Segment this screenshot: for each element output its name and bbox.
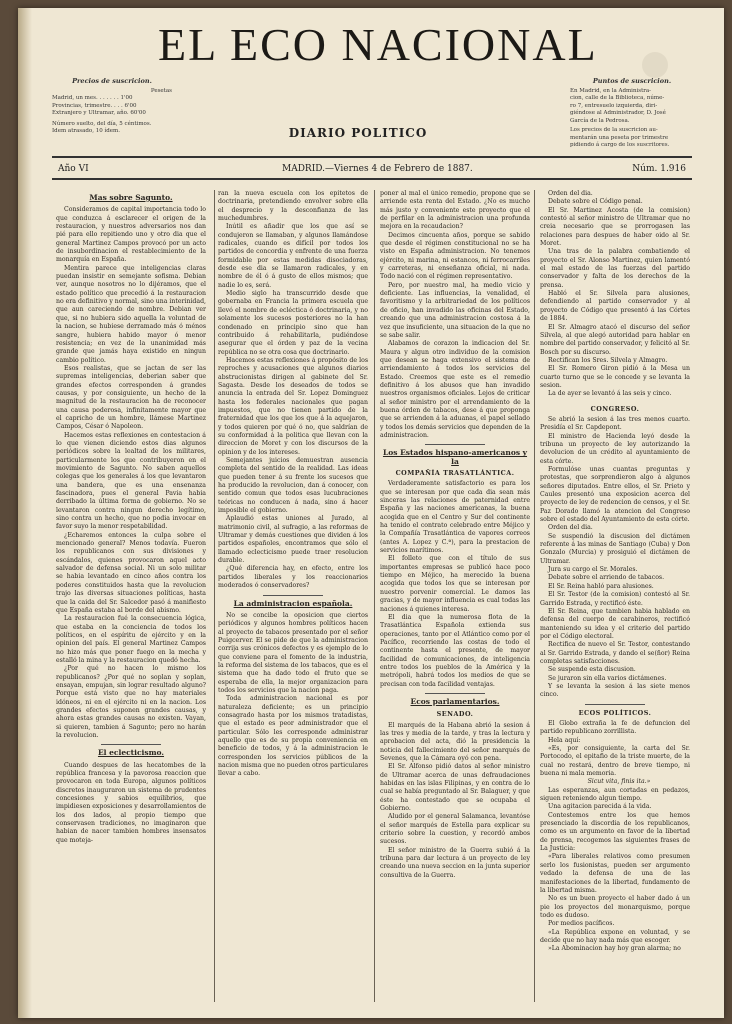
article-paragraph: Medio siglo ha transcurrido desde que gobernaba en Francia la primera escuela que llevó el nombre de ecléctica ó doctrinaria, y no solamente los sucesos posteriores no la han condenado en principio sino que han contribuido á rehabilitarla, pudiéndose asegurar que el órden y paz de la vecina república no se otra cosa que doctrinario. — [218, 290, 368, 356]
article-paragraph: Debate sobre el Código penal. — [548, 198, 643, 206]
article-paragraph: Esos realistas, que se jactan de ser las supremas inteligencias, deberian saber que grandes efectos corresponden á grandes causas, y por consiguiente, un hecho de la magnitud de la restauracion ha de reconocer una causa poderosa, infinitamente mayor que el capricho de un hombre, llámese Martinez Campos, César ó Napoleon. — [56, 364, 206, 431]
article-subheading: COMPAÑÍA TRASATLÁNTICA. — [395, 469, 515, 477]
article-paragraph: El Sr. Alfonso pidió datos al señor ministro de Ultramar acerca de unas defraudaciones habidas en las islas Filipinas, y en contra de lo cual se había preguntado al Sr. Balaguer, y que éste ha contestado que se ocupaba el Gobierno. — [380, 763, 530, 813]
article-paragraph: Las esperanzas, aun cortadas en pedazos, siguen reteniendo algun tiempo. — [540, 786, 690, 803]
subscription-left-line: Número suelto, del día, 5 céntimos. — [52, 120, 152, 127]
library-stamp — [642, 52, 668, 78]
subscription-right-line: En Madrid, en la Administra- — [570, 87, 652, 94]
article-paragraph: »La Abominacion hay hoy gran alarma; no — [548, 945, 681, 953]
article-paragraph: Hacemos estas reflexiones en contestacion á lo que vienen diciendo estos dias algunos periódicos sobre la lealtad de los militares, particularmente los que contribuyeron en el movimiento de Sagunto. No saben aquellos colegas que los generales á los que levantaron una bandera, que es una ensenanza fascinadora, pues el general Pavia habia derribado la última forma de gobierno. No se levantaron contra ningun derecho legítimo, sino contra un hecho, que no podia invocar en favor suyo la menor respetabilidad. — [56, 431, 206, 531]
article-paragraph: La restauracion fué la consecuencia lógica, que estaba en la conciencia de todos los políticos, en el espíritu de ejército y en la opinion del país. El general Martinez Campos no hizo más que poner fuego en la mecha y estalló la mina y la restauracion quedó hecha. — [56, 615, 206, 664]
article-paragraph: ¿Echaremos entonces la culpa sobre el mencionado general? Menos todavía. Fueron los republicanos con sus divisiones y escándalos, quienes provocaron aquel acto salvador de defensa social. Ni un solo militar se habia levantado en cinco años contra los poderes constituidos hasta que la revolucion trajo las diversas situaciones políticas, hasta que la caida del Sr. Salcedor pasó á manifiesto que España estaba al borde del abismo. — [56, 531, 206, 614]
newspaper-page — [18, 8, 724, 1018]
article-paragraph: El marqués de la Habana abrió la sesion á las tres y media de la tarde, y tras la lectura y aprobacion del acta, dió la presidencia la noticia del fallecimiento del señor marqués de Sevenes, que la Cámara oyó con pena. — [380, 721, 530, 762]
article-subheading: SENADO. — [436, 710, 474, 719]
subscription-right-line: giéndose al Administrador, D. José — [570, 110, 666, 116]
article-paragraph: El dia que la numerosa flota de la Trasatlántica Española extienda sus operaciones, tanto por el Atlántico como por el Pacífico, recorriendo las costas de todo el continente hasta el presente, de mayor facilidad de comunicaciones, de inteligencia entre todos los pueblos de la América y la metrópoli, habrá todos los medios de que se precisan con toda facilidad ventajas. — [380, 613, 530, 688]
article-divider — [101, 744, 161, 745]
article-paragraph: ran la nueva escuela con los epítetos de doctrinaria, pretendiendo envolver sobre ella el desprecio y la desconfianza de las muchedumbres. — [218, 190, 368, 223]
article-paragraph: Jura su cargo el Sr. Morales. — [548, 566, 638, 574]
issue-date: MADRID.—Viernes 4 de Febrero de 1887. — [282, 164, 473, 174]
article-paragraph: Formulóse unas cuantas preguntas y protestas, que sorprendieron algo á algunos señores diputados. Entre ellos, el Sr. Prieto y Caules presentó una exposicion acerca del proyecto de ley de redencion de censos, y el Sr. Paz Dorado llamó la atencion del Congreso sobre el estado del Ayuntamiento de esta córte. — [540, 466, 690, 524]
article-divider — [425, 444, 485, 445]
subscription-box-left — [52, 78, 172, 136]
article-paragraph: El folleto que con el título de sus importantes empresas se publicó hace poco tiempo en Méjico, ha merecido la buena acogida que todos los que se interesan por nuestro porvenir comercial. Le damos las gracias, y de mayor influencia es cual todas las naciones á quienes interesa. — [380, 555, 530, 613]
article-paragraph: ¿Por qué no hacen lo mismo los republicanos? ¿Por qué no soplan y soplan, ensayan, empujan, sin lograr resultado alguno? Porque está visto que no hay materiales idóneos, ni en el ejército ni en la nacion. Los grandes efectos suponen grandes causas, y ahora estas grandes causas no existen. Vayan, si quieren, tambien á Sagunto; pero no harán la revolucion. — [56, 665, 206, 739]
page-binding-shadow — [18, 8, 32, 1018]
article-paragraph: Toda administracion nacional es por naturaleza deficiente; es un principio consagrado hasta por los mismos tratadistas, que el estado es peor administrador que el particular. Sólo les corresponde administrar aquello que es de su propia conveniencia en beneficio de todos, y á la administracion le corresponden los servicios públicos de la nacion misma que no pueden otros particulares llevar a cabo. — [218, 695, 368, 778]
article-paragraph: Se suspendió la discusion del dictámen referente á las minas de Santiago (Cuba) y Don Gonzalo (Murcia) y prosiguió el dictámen de Ultramar. — [540, 532, 690, 565]
subscription-right-line: mentarán una peseta por trimestre — [570, 134, 669, 141]
article-paragraph: «La República expone en voluntad, y se decide que no hay nada más que escoger. — [540, 928, 690, 944]
subscription-box-right — [570, 78, 694, 150]
issue-number: Núm. 1.916 — [632, 164, 686, 174]
article-paragraph: El Sr. Testor (de la comision) contestó al Sr. Garrido Estrada, y rectificó éste. — [540, 591, 690, 607]
article-paragraph: Una agitacion parecida á la vida. — [548, 803, 652, 811]
subscription-right-heading: Puntos de suscricion. — [592, 77, 672, 85]
column-4 — [540, 190, 690, 1002]
header-rule-top — [52, 156, 692, 158]
article-paragraph: Aludido por el general Salamanca, levantóse el señor marqués de Estella para explicar su criterio sobre la cuestion, y recordó ambos sucesos. — [380, 813, 530, 846]
article-paragraph: poner al mal el único remedio, propone que se arriende esta renta del Estado. ¿No es mucho más justo y conveniente este proyecto que el de perfilar en la administracion una profunda mejora en la recaudacion? — [380, 190, 530, 231]
article-paragraph: Alabamos de corazon la indicacion del Sr. Maura y algun otro individuo de la comision que desean se haga extensivo el sistema de arriendamiento á todos los servicios del Estado. Creemos que este es el remedio definitivo á los abusos que han invadido nuestros organismos oficiales. Lejos de criticar al señor ministro por el arrendamiento de la buena órden de tabacos, dese á que proponga que se arrienden á la aduanas, el papel sellado y todos los demás servicios que dependen de la administracion. — [380, 340, 530, 439]
article-divider — [425, 693, 485, 694]
article-paragraph: Orden del dia. — [548, 524, 593, 532]
article-paragraph: Una tras de la palabra combatiendo el proyecto el Sr. Alonso Martinez, quien lamentó el mal estado de las fuerzas del partido conservador y falta de los derechos de la prensa. — [540, 248, 690, 289]
article-paragraph: Se abrió la sesion á las tres menos cuarto. Presidía el Sr. Capdepont. — [540, 415, 690, 432]
subscription-right-line: pidiendo á cargo de los suscritores. — [570, 142, 670, 148]
article-paragraph: Habló el Sr. Silvela para alusiones, defendiendo al partido conservador y al proyecto de Código que presentó á las Córtes de 1884. — [540, 290, 690, 323]
subscription-right-line: García de la Pedrosa. — [570, 117, 630, 124]
article-heading: Ecos parlamentarios. — [410, 696, 500, 706]
article-paragraph: El Sr. Martinez Acosta (de la comision) contestó al señor ministro de Ultramar que no creia necesario que se prorrogasen las relaciones para despues de haber oido al Sr. Moret. — [540, 206, 690, 248]
subscription-right-line: cion, calle de la Biblioteca, núme- — [570, 95, 665, 101]
article-paragraph: Orden del dia. — [548, 190, 593, 197]
subscription-left-line: Pesetas — [150, 87, 172, 94]
article-divider — [263, 595, 323, 596]
article-paragraph: Contestemos entre los que hemos presenciado la discordia de los republicanos, como es un argumento en favor de la libertad de prensa, recogemos las siguientes frases de La Justicia: — [540, 811, 690, 853]
subscription-left-line: Idem atrasado, 10 ídem. — [52, 128, 120, 134]
article-heading: El eclecticismo. — [97, 748, 165, 758]
newspaper-title: EL ECO NACIONAL — [158, 19, 598, 70]
subscription-left-heading: Precios de suscricion. — [72, 77, 152, 85]
article-paragraph: Hacemos estas reflexiones á propósito de los reproches y acusaciones que algunos diarios abstrucionistas dirigen al gabinete del Sr. Sagasta. Desde los deseados de todos se anuncia la entrada del Sr. Lopez Dominguez hasta los federales nacionales que pagan impuestos, que no tienen partido de la fraternidad que los que los que á la aquejaron, y todos quieren por qué ó no, que saldrían de su conformidad á la politica que llevan con la direccion de Moret y con los discursos de la opinion y de los intereses. — [218, 356, 368, 456]
article-paragraph: Sicut vita, finis ita.» — [587, 778, 651, 786]
subscription-right-line: ro 7, entresuelo izquierda, diri- — [570, 102, 658, 109]
article-heading: La administracion española. — [233, 598, 353, 608]
column-separator — [374, 190, 375, 1002]
subscription-left-line: Extranjero y Ultramar, año. 60'00 — [52, 110, 146, 116]
article-paragraph: Pero, por nuestro mal, ha medio vicio y deficiente. Las influencias, la venalidad, el favoritismo y la arbitrariedad de los políticos de oficio, han invadido las oficinas del Estado, creando que una administracion costosa á la vez que insuficiente, una situacion de la que no se sabe salir. — [380, 281, 530, 339]
article-paragraph: El Sr. Reina, que tambien habia hablado en defensa del cuerpo de carabineros, rectificó manteniendo su idea y el criterio del partido por el Código electoral. — [540, 607, 690, 640]
article-paragraph: El Sr. Reina habló para alusiones. — [548, 582, 654, 590]
subscription-right-line: Los precios de la suscricion au- — [570, 127, 658, 133]
article-paragraph: Consideramos de capital importancia todo lo que conduzca á esclarecer el origen de la restauracion, y nuestros adversarios nos dan pié para ello repitiendo uno y otro dia que el general Martinez Campos provocó por un acto de insubordinacion el restablecimiento de la monarquía en España. — [56, 206, 206, 264]
article-paragraph: No es un buen proyecto el haber dado á un pie los proyectos del monarquismo, porque todo es dudoso. — [540, 895, 690, 919]
column-3 — [380, 190, 530, 1002]
article-paragraph: Y se levanta la sesion á las siete menos cinco. — [540, 682, 690, 699]
article-paragraph: No se concibe la oposicion que ciertos periódicos y algunos hombres políticos hacen al proyecto de tabacos presentado por el señor Puigcerver. El se pide de que la administracion corrija sus crónicos defectos y es ejemplo de lo que conviene para el fomento de la industria, la reforma del sistema de los tabacos, que es el sistema que ha dado todo el fruto que se esperaba de ella, la mejor organizacion para todos los servicios que la nacion paga. — [218, 611, 368, 694]
subscription-left-line: Madrid, un mes. . . . . . . 1'00 — [52, 95, 133, 101]
section-heading: ECOS POLÍTICOS. — [578, 708, 652, 717]
article-paragraph: Hela aquí: — [548, 736, 581, 744]
article-paragraph: Por medios pacíficos. — [548, 920, 615, 928]
article-paragraph: Rectifican los Sres. Silvela y Almagro. — [548, 356, 668, 364]
article-paragraph: Se suspende esta discusion. — [548, 666, 636, 674]
newspaper-subtitle: DIARIO POLITICO — [288, 126, 428, 140]
article-paragraph: «Es, por consiguiente, la carta del Sr. Portocodo, el epitafio de la triste muerte, de la cual no restará, dentro de breve tiempo, ni buena ni mala memoria. — [540, 745, 690, 778]
article-paragraph: Verdaderamente satisfactorio es para los que se interesan por que cada dia sean más sinceras las relaciones de paternidad entre España y las naciones americanas, la buena acogida que en el Centro y Sur del continente ha tenido el contrato celebrado entre Méjico y la Compañía Trasatlántica de vapores correos (antes A. Lopez y C.ª), para la prestacion de servicios marítimos. — [380, 480, 530, 555]
article-paragraph: Se juraron sin ella varios dictámenes. — [548, 674, 667, 682]
article-paragraph: Debate sobre el arriendo de tabacos. — [548, 574, 665, 582]
article-paragraph: Semejantes juicios demuestran ausencia completa del sentido de la realidad. Las ideas que pueden tener á su frente los sucesos que ha producido la revolucion, dan á conocer, con sentido comun que todos esas lucubraciones teóricas no conducen á nada, sino á hacer imposible el gobierno. — [218, 457, 368, 515]
column-2 — [218, 190, 368, 1002]
subscription-left-line: Provincias, trimestre. . . . 6'00 — [52, 102, 137, 109]
column-separator — [214, 190, 215, 1002]
article-paragraph: Aplaudió estas uniones al Jurado, al matrimonio civil, al sufragio, a las reformas de Ultramar y demás cuestiones que dividen á los partidos españoles, encontramos que sólo el llamado eclecticismo puede traer resolucion durable. — [218, 515, 368, 565]
article-paragraph: El Sr. Romero Giron pidió á la Mesa un cuarto turno que se le concede y se levanta la sesion. — [540, 365, 690, 389]
article-paragraph: Inútil es añadir que los que así se condujeron se llamaban, y algunos llamándose radicales, cuando es difícil por todos los partidos de concordia y enfrente de una fuerza formidable por estas medidas disociadoras, desde ese dia se llamaron radicales, y en nombre de él ó á gusto de ellos mismos; que nadie lo es, será. — [218, 223, 368, 289]
article-paragraph: Rectifica de nuevo el Sr. Testor, contestando al Sr. Garrido Estrada, y dando el se(ñor) Reina completas satisfacciones. — [540, 641, 690, 665]
article-paragraph: Mentira parece que inteligencias claras puedan insistir en semejante sofisma. Debian ver, aunque nosotros no lo dijéramos, que el estado político que precedió á la restauracion no era definitivo y normal, sino una interinidad, que aun careciendo de nombre. Debian ver que, si no hubiera sido aquella la voluntad de la nacion, se hubiese derramado más ó ménos sangre, hubiera habido mayor ó menor resistencia; en vez de la unanimidad más grande que jamás haya existido en ningun cambio político. — [56, 264, 206, 364]
article-heading: Los Estados hispano-americanos y la — [382, 448, 528, 466]
article-paragraph: El Globo extraña la fe de defuncion del partido republicano zorrillista. — [540, 719, 690, 736]
article-paragraph: «Para liberales relativos como presumen serlo los fusionistas, pueden ser argumento vedado la defensa de una de las manifestaciones de la libertad, fundamento de la libertad misma. — [540, 853, 690, 894]
article-divider — [585, 704, 645, 705]
article-paragraph: Decimos cincuenta años, porque se sabido que desde el régimen constitucional no se ha visto en España administracion. No tenemos ejército, ni marina, ni estancos, ni ferrocarriles y carreteras, ni enseñanza oficial, ni nada. Todo nació con el régimen representativo. — [380, 231, 530, 281]
column-1 — [56, 190, 206, 1002]
header-rule-bottom — [52, 178, 692, 180]
article-paragraph: El señor ministro de la Guerra subió á la tribuna para dar lectura á un proyecto de ley creando una nueva seccion en la junta superior consultiva de la Guerra. — [380, 846, 530, 879]
article-paragraph: ¿Qué diferencia hay, en efecto, entre los partidos liberales y los reaccionarios moderados ó conservadores? — [218, 565, 368, 590]
column-separator — [534, 190, 535, 1002]
article-paragraph: La de ayer se levantó á las seis y cinco. — [548, 390, 672, 398]
article-paragraph: El ministro de Hacienda leyó desde la tribuna un proyecto de ley autorizando la devolucion de un crédito al ayuntamiento de esta córte. — [540, 432, 690, 465]
article-paragraph: El Sr. Almagro atacó el discurso del señor Silvela, al que alegó autoridad para hablar en nombre del partido conservador, y felicitó al Sr. Bosch por su discurso. — [540, 323, 690, 356]
article-heading: Mas sobre Sagunto. — [89, 193, 173, 202]
section-heading: CONGRESO. — [590, 404, 640, 413]
issue-year: Año VI — [58, 164, 89, 174]
article-paragraph: Cuando despues de las hecatombes de la república francesa y la pavorosa reaccion que provocaron en toda Europa, algunos políticos discretos inauguraron un sistema de prudentes concesiones y sabios equilibrios, que impidiesen exposiciones y desarrollamientos de los dos lados, al propio tiempo que conservasen tradiciones, no imaginaron que habian de nacer tambien hombres insensatos que moteja- — [56, 761, 206, 844]
